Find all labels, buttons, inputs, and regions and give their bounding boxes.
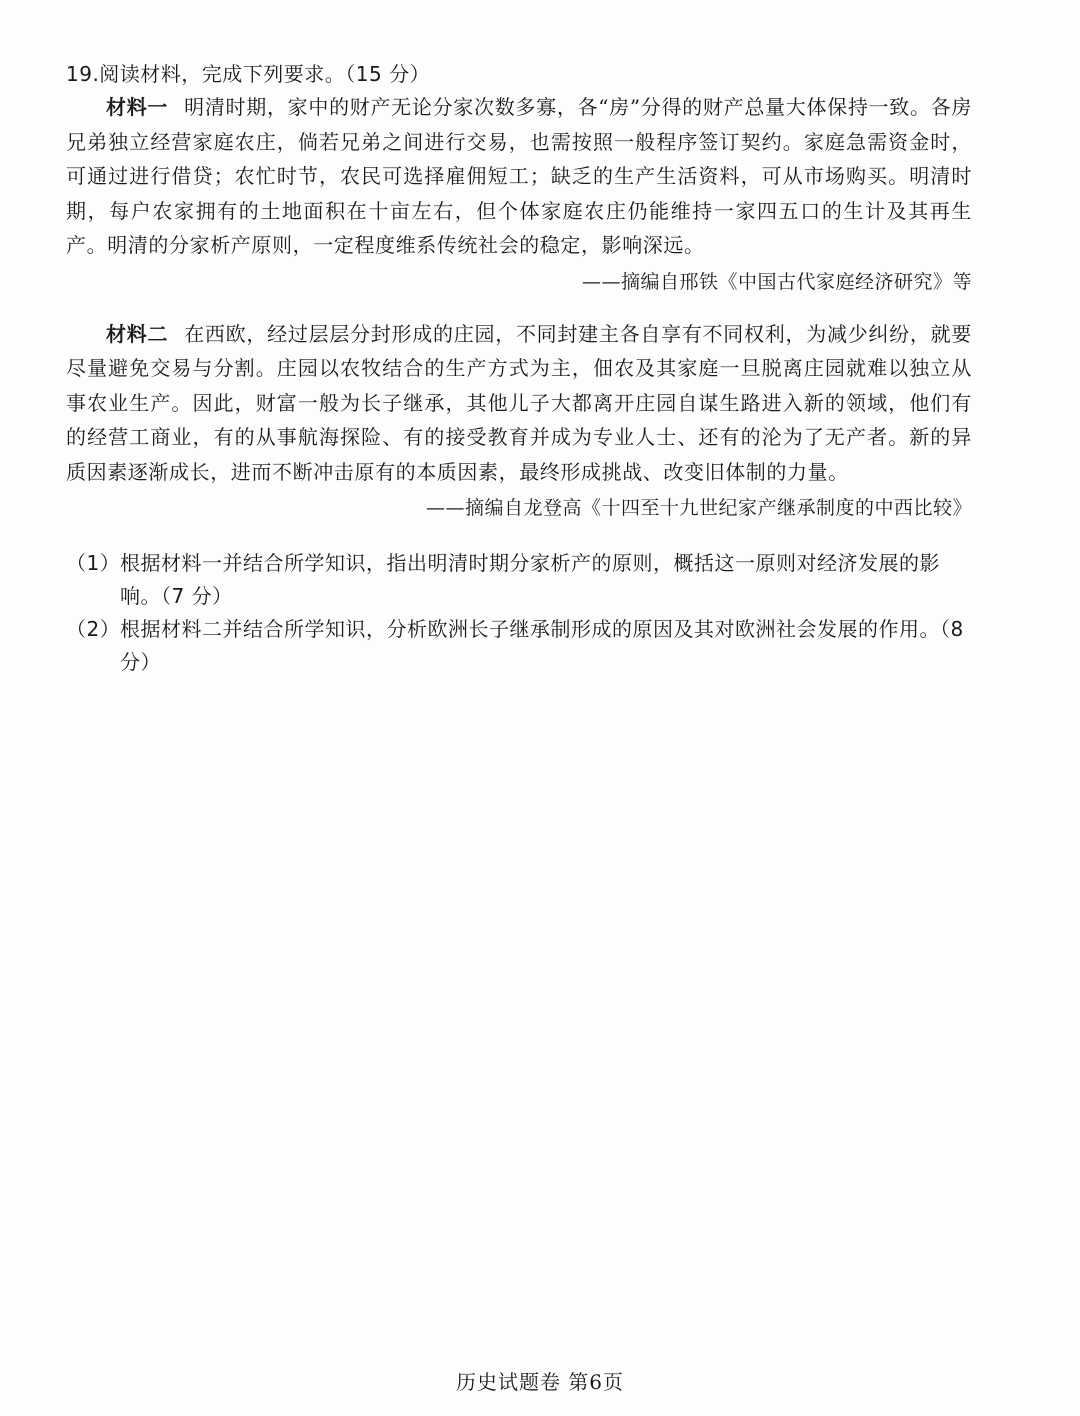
- sub-question-2: [66, 613, 972, 679]
- sub-question-1-text: 根据材料一并结合所学知识，指出明清时期分家析产的原则，概括这一原则对经济发展的影响。（7 分）: [120, 551, 940, 608]
- spacer: [66, 525, 972, 547]
- question-title: 19.阅读材料，完成下列要求。（15 分）: [66, 62, 431, 86]
- material-two-label: 材料二: [106, 321, 169, 346]
- material-one-source: ——摘编自邢铁《中国古代家庭经济研究》等: [581, 270, 972, 293]
- material-two: [66, 317, 972, 490]
- material-two-text: 在西欧，经过层层分封形成的庄园，不同封建主各自享有不同权利，为减少纠纷，就要尽量避免交易与分割。庄园以农牧结合的生产方式为主，佃农及其家庭一旦脱离庄园就难以独立从事农业生产。因此，财富一般为长子继承，其他儿子大都离开庄园自谋生路进入新的领域，他们有的经营工商业，有的从事航海探险、有的接受教育并成为专业人士、还有的沦为了无产者。新的异质因素逐渐成长，进而不断冲击原有的本质因素，最终形成挑战、改变旧体制的力量。: [66, 321, 972, 484]
- spacer: [66, 299, 972, 317]
- sub-question-1: [66, 547, 972, 613]
- page-footer: 历史试题卷 第6页: [455, 1370, 625, 1394]
- material-one-text: 明清时期，家中的财产无论分家次数多寡，各“房”分得的财产总量大体保持一致。各房兄弟独立经营家庭农庄，倘若兄弟之间进行交易，也需按照一般程序签订契约。家庭急需资金时，可通过进行借贷；农忙时节，农民可选择雇佣短工；缺乏的生产生活资料，可从市场购买。明清时期，每户农家拥有的土地面积在十亩左右，但个体家庭农庄仍能维持一家四五口的生计及其再生产。明清的分家析产原则，一定程度维系传统社会的稳定，影响深远。: [66, 95, 972, 257]
- sub-question-1-number: （1）: [66, 551, 121, 575]
- material-one: [66, 90, 972, 263]
- sub-question-2-number: （2）: [66, 617, 121, 641]
- sub-question-2-text: 根据材料二并结合所学知识，分析欧洲长子继承制形成的原因及其对欧洲社会发展的作用。（8 分）: [120, 617, 964, 674]
- exam-page: [66, 58, 972, 679]
- material-two-source: ——摘编自龙登高《十四至十九世纪家产继承制度的中西比较》: [425, 497, 972, 519]
- material-one-label: 材料一: [106, 95, 169, 119]
